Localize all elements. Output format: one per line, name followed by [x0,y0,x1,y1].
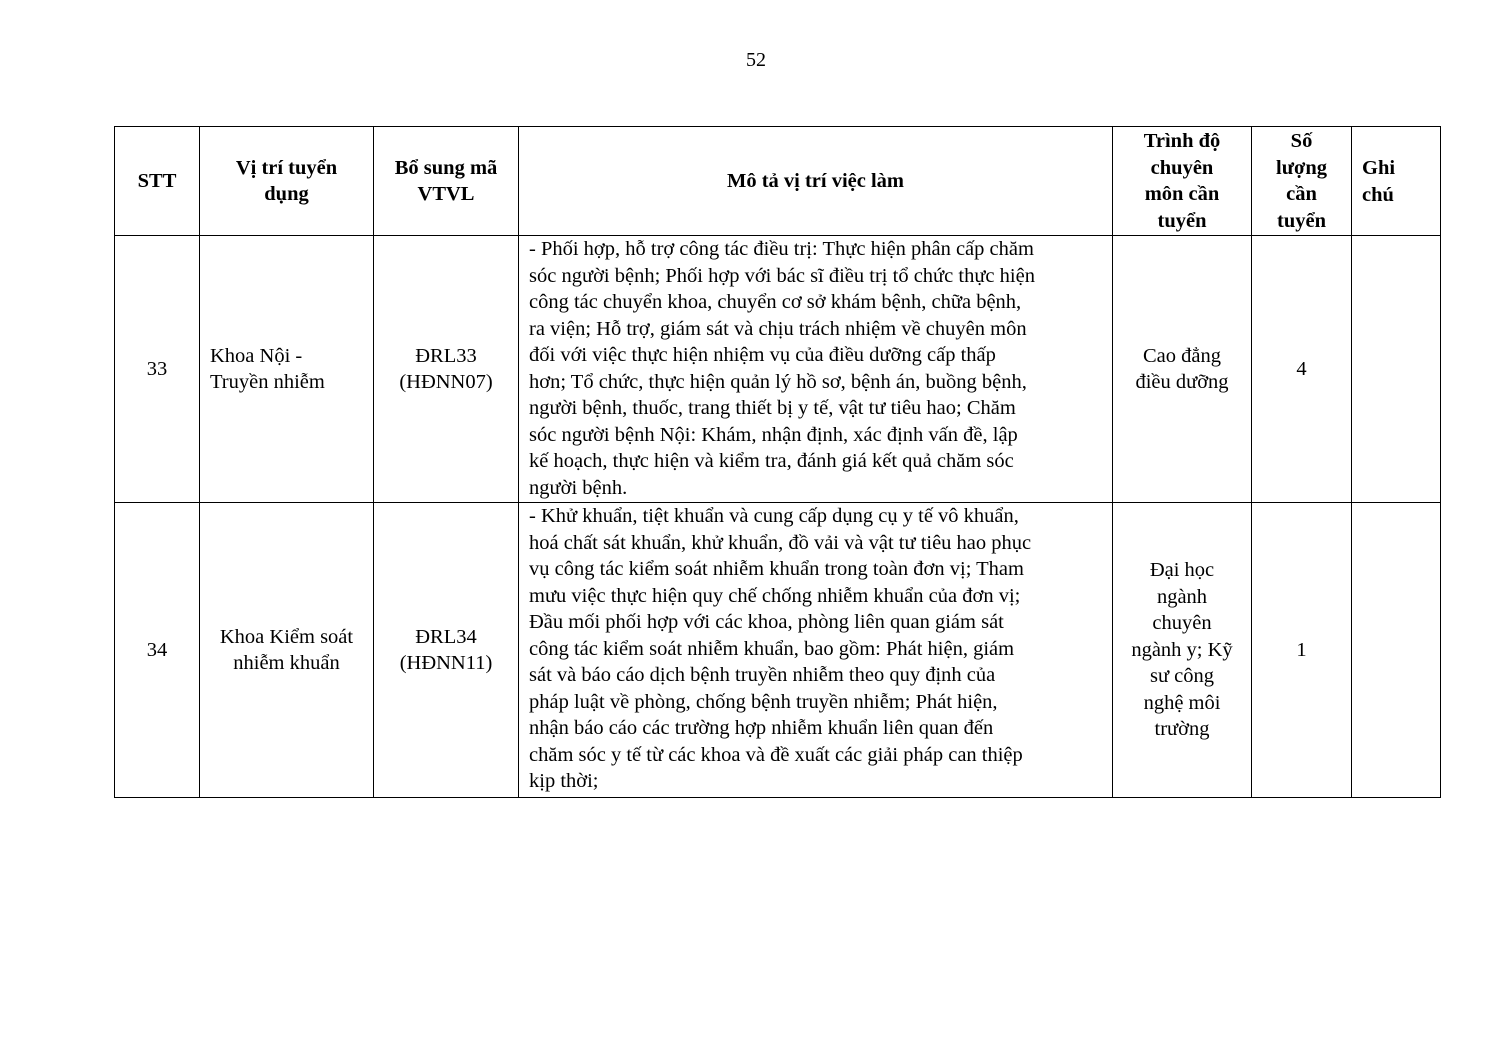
cell-qualification: Cao đẳng điều dưỡng [1113,236,1252,503]
header-stt: STT [115,127,200,236]
cell-description: - Phối hợp, hỗ trợ công tác điều trị: Thực hiện phân cấp chăm sóc người bệnh; Phối hợp với bác sĩ điều trị tổ chức thực hiện công tác chuyển khoa, chuyển cơ sở khám bệnh, chữa bệnh, ra viện; Hỗ trợ, giám sát và chịu trách nhiệm về chuyên môn đối với việc thực hiện nhiệm vụ của điều dưỡng cấp thấp hơn; Tổ chức, thực hiện quản lý hồ sơ, bệnh án, buồng bệnh, người bệnh, thuốc, trang thiết bị y tế, vật tư tiêu hao; Chăm sóc người bệnh Nội: Khám, nhận định, xác định vấn đề, lập kế hoạch, thực hiện và kiểm tra, đánh giá kết quả chăm sóc người bệnh. [519,236,1113,503]
cell-description: - Khử khuẩn, tiệt khuẩn và cung cấp dụng cụ y tế vô khuẩn, hoá chất sát khuẩn, khử khuẩn, đồ vải và vật tư tiêu hao phục vụ công tác kiểm soát nhiễm khuẩn trong toàn đơn vị; Tham mưu việc thực hiện quy chế chống nhiễm khuẩn của đơn vị; Đầu mối phối hợp với các khoa, phòng liên quan giám sát công tác kiểm soát nhiễm khuẩn, bao gồm: Phát hiện, giám sát và báo cáo dịch bệnh truyền nhiễm theo quy định của pháp luật về phòng, chống bệnh truyền nhiễm; Phát hiện, nhận báo cáo các trường hợp nhiễm khuẩn liên quan đến chăm sóc y tế từ các khoa và đề xuất các giải pháp can thiệp kịp thời; [519,503,1113,798]
cell-position: Khoa Nội - Truyền nhiễm [200,236,374,503]
header-description: Mô tả vị trí việc làm [519,127,1113,236]
cell-quantity: 4 [1252,236,1352,503]
job-positions-table [114,126,1441,798]
page-number: 52 [746,49,766,71]
table-header-row [115,127,1441,236]
cell-stt: 33 [115,236,200,503]
table-row [115,503,1441,798]
header-note: Ghi chú [1352,127,1441,236]
table-row [115,236,1441,503]
header-qualification: Trình độ chuyên môn cần tuyển [1113,127,1252,236]
cell-code: ĐRL33 (HĐNN07) [374,236,519,503]
cell-note [1352,503,1441,798]
header-quantity: Số lượng cần tuyển [1252,127,1352,236]
cell-note [1352,236,1441,503]
cell-stt: 34 [115,503,200,798]
cell-code: ĐRL34 (HĐNN11) [374,503,519,798]
header-code: Bổ sung mã VTVL [374,127,519,236]
cell-position: Khoa Kiểm soát nhiễm khuẩn [200,503,374,798]
cell-quantity: 1 [1252,503,1352,798]
cell-qualification: Đại học ngành chuyên ngành y; Kỹ sư công nghệ môi trường [1113,503,1252,798]
header-position: Vị trí tuyển dụng [200,127,374,236]
